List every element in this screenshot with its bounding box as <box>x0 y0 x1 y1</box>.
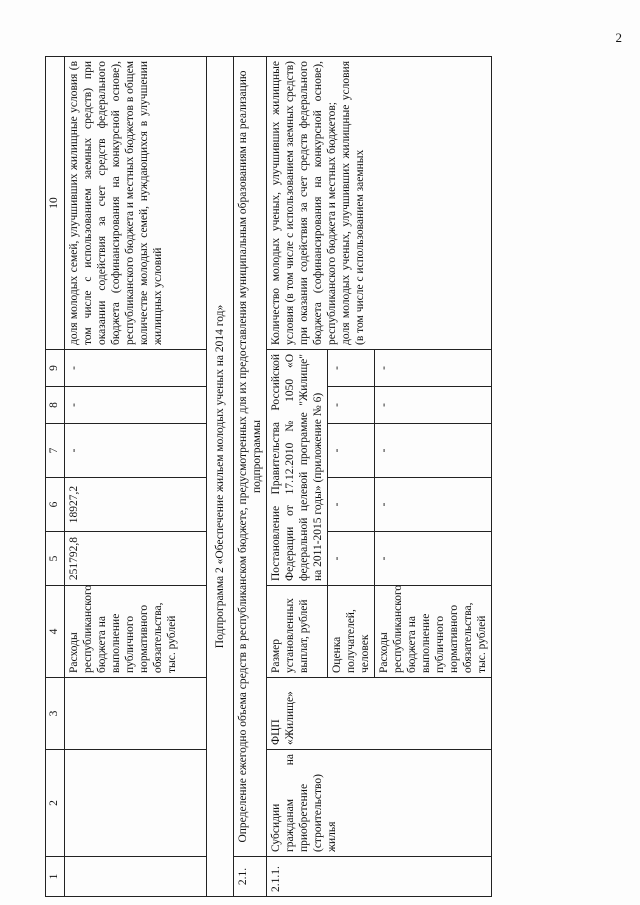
header-cell: 8 <box>46 387 65 424</box>
result-cell: Количество молодых ученых, улучшивших жилищные условия (в том числе с использованием заемных средств) при оказании содействия за счет средств федерального бюджета (софинансирования на конкурсной основе), республиканского бюджета и местных бюджетов; доля молодых ученых, улучшивших жилищные условия (в том числе с использованием заемных <box>267 57 492 350</box>
section-number: 2.1. <box>234 857 267 897</box>
value-cell: 18927,2 <box>65 478 207 532</box>
value-cell: - <box>375 532 492 586</box>
indicator-cell: Оценка получателей, человек <box>328 586 375 678</box>
row-number: 2.1.1. <box>267 857 492 897</box>
value-cell: 251792,8 <box>65 532 207 586</box>
value-cell: - <box>375 478 492 532</box>
table-row <box>65 57 207 897</box>
subprogram-row <box>207 57 234 897</box>
table-row <box>267 57 328 897</box>
header-cell: 6 <box>46 478 65 532</box>
section-text: Определение ежегодно объема средств в республиканском бюджете, предусмотренных для их предоставления муниципальным образованиям на реализацию подпрограммы <box>234 57 267 857</box>
header-cell: 4 <box>46 586 65 678</box>
measure-name: Субсидии гражданам на приобретение (строительство) жилья <box>267 750 492 857</box>
header-cell: 3 <box>46 678 65 750</box>
value-cell: - <box>375 424 492 478</box>
value-cell: - <box>328 424 375 478</box>
expense-indicator-cell: Расходы республиканского бюджета на выполнение публичного нормативного обязательства, тыс. рублей <box>65 586 207 678</box>
value-cell: - <box>328 532 375 586</box>
value-cell: - <box>328 350 375 387</box>
header-cell: 1 <box>46 857 65 897</box>
header-cell: 7 <box>46 424 65 478</box>
page-number: 2 <box>615 30 622 45</box>
value-cell: - <box>375 387 492 424</box>
program-name: ФЦП «Жилище» <box>267 678 492 750</box>
indicator-cell: Размер установленных выплат, рублей <box>267 586 328 678</box>
header-cell: 5 <box>46 532 65 586</box>
subprogram-title: Подпрограмма 2 «Обеспечение жильем молодых ученых на 2014 год» <box>207 57 234 897</box>
value-cell: - <box>65 350 207 387</box>
header-row <box>46 57 65 897</box>
value-cell: - <box>375 350 492 387</box>
header-cell: 10 <box>46 57 65 350</box>
header-cell: 2 <box>46 750 65 857</box>
indicator-cell: Расходы республиканского бюджета на выполнение публичного нормативного обязательства, тыс. рублей <box>375 586 492 678</box>
program-table <box>45 56 492 897</box>
header-cell: 9 <box>46 350 65 387</box>
result-cell: доля молодых семей, улучшивших жилищные условия (в том числе с использованием заемных средств) при оказании содействия за счет средств федерального бюджета (софинансирования на конкурсной основе), республиканского бюджета и местных бюджетов в общем количестве молодых семей, нуждающихся в улучшении жилищных условий <box>65 57 207 350</box>
section-row <box>234 57 267 897</box>
value-cell: - <box>328 387 375 424</box>
basis-cell: Постановление Правительства Российской Федерации от 17.12.2010 № 1050 «О федеральной целевой программе "Жилище" на 2011-2015 годы» (приложение № 6) <box>267 350 328 586</box>
value-cell: - <box>65 424 207 478</box>
value-cell: - <box>328 478 375 532</box>
value-cell: - <box>65 387 207 424</box>
